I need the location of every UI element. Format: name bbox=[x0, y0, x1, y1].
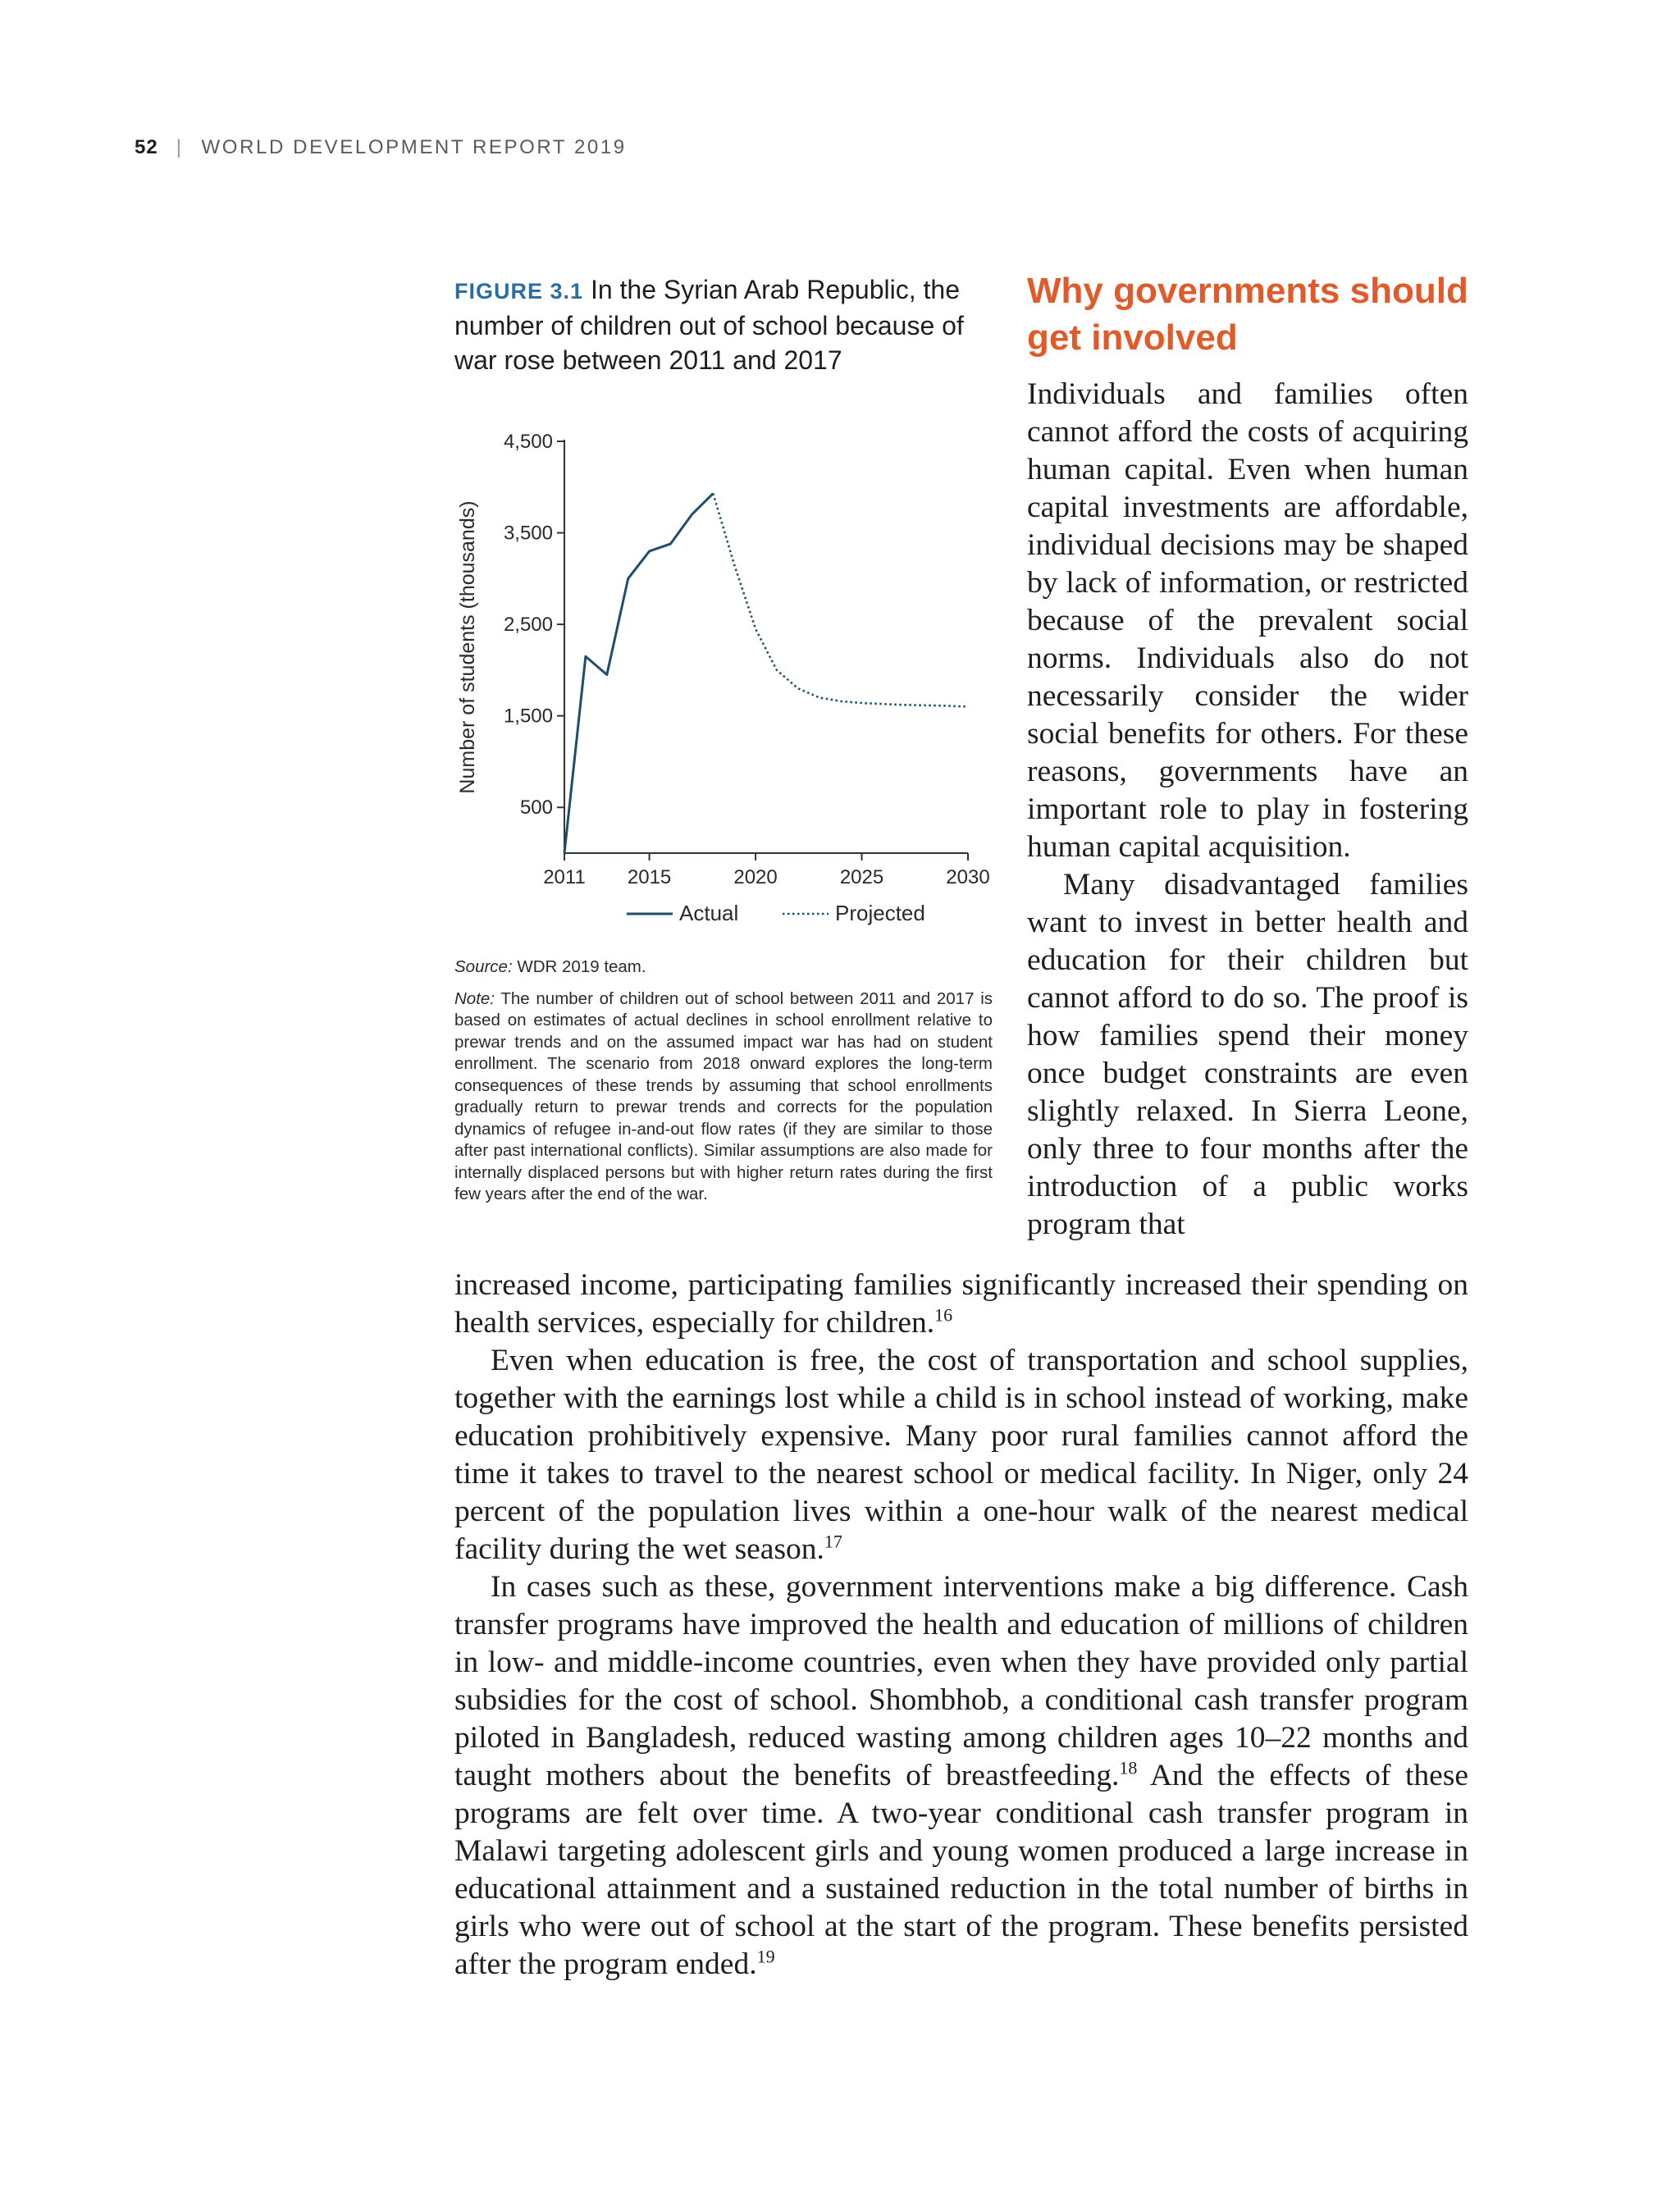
full-width-text bbox=[454, 1267, 1468, 1984]
note-label: Note: bbox=[454, 988, 495, 1008]
series-line-projected bbox=[713, 494, 968, 707]
running-header bbox=[135, 136, 627, 159]
paragraph-2-column: Many disadvantaged families want to invest in better health and education for their children but cannot afford to do so. The proof is how families spend their money once budget constraints are even slightly relaxed. In Sierra Leone, only three to four months after the introduction of a public works program that bbox=[1027, 868, 1468, 1241]
y-tick-label: 1,500 bbox=[503, 705, 553, 728]
figure-title-text: In the Syrian Arab Republic, the number of children out of school because of war rose between 2011 and 2017 bbox=[454, 275, 964, 375]
series-line-actual bbox=[564, 494, 713, 853]
y-tick-label: 4,500 bbox=[503, 431, 553, 453]
figure-caption bbox=[454, 272, 996, 377]
figure-title bbox=[454, 272, 996, 377]
figure-notes bbox=[454, 956, 993, 1216]
x-tick-label: 2020 bbox=[733, 866, 778, 888]
paragraph-2-continued-text: increased income, participating families significantly increased their spending on health services, especially for children. bbox=[454, 1268, 1468, 1340]
report-title: WORLD DEVELOPMENT REPORT 2019 bbox=[201, 136, 627, 158]
figure-source bbox=[454, 956, 993, 979]
source-label: Source: bbox=[454, 957, 513, 976]
x-tick-label: 2030 bbox=[946, 866, 990, 888]
x-tick-label: 2015 bbox=[627, 866, 672, 888]
source-text: WDR 2019 team. bbox=[517, 957, 646, 976]
x-tick-label: 2025 bbox=[839, 866, 884, 888]
legend-label-projected: Projected bbox=[835, 901, 925, 925]
paragraph-4-text-b: And the effects of these programs are felt over time. A two-year conditional cash transfer program in Malawi targeting adolescent girls and young women produced a large increase in educational attainment and a sustained reduction in the total number of births in girls who were out of school at the start of the program. These benefits persisted after the program ended. bbox=[454, 1759, 1468, 1981]
paragraph-1: Individuals and families often cannot afford the costs of acquiring human capital. Even when human capital investments are affordable, individual decisions may be shaped by lack of information, or restricted because of the prevalent social norms. Individuals also do not necessarily consider the wider social benefits for others. For these reasons, governments have an important role to play in fostering human capital acquisition. bbox=[1027, 377, 1468, 864]
line-chart bbox=[443, 414, 1017, 939]
section-heading: Why governments should get involved bbox=[1027, 271, 1468, 358]
y-tick-label: 3,500 bbox=[503, 522, 553, 545]
right-column-text bbox=[1027, 376, 1468, 1244]
footnote-ref-17: 17 bbox=[824, 1531, 842, 1552]
paragraph-3-text: Even when education is free, the cost of transportation and school supplies, together with the earnings lost while a child is in school instead of working, make education prohibitively expensive. Many poor rural families cannot afford the time it takes to travel to the nearest school or medical facility. In Niger, only 24 percent of the population lives within a one-hour walk of the nearest medical facility during the wet season. bbox=[454, 1344, 1468, 1566]
paragraph-2-continued bbox=[454, 1267, 1468, 1342]
legend-label-actual: Actual bbox=[679, 901, 739, 925]
x-tick-label: 2011 bbox=[543, 866, 586, 888]
y-tick-label: 2,500 bbox=[503, 614, 553, 637]
paragraph-4 bbox=[454, 1568, 1468, 1984]
footnote-ref-18: 18 bbox=[1119, 1757, 1138, 1778]
footnote-ref-16: 16 bbox=[934, 1304, 953, 1326]
y-axis-label: Number of students (thousands) bbox=[456, 500, 479, 794]
footnote-ref-19: 19 bbox=[756, 1946, 775, 1967]
note-text: The number of children out of school between 2011 and 2017 is based on estimates of actual declines in school enrollment relative to prewar trends and on the assumed impact war has had on student enrollment. The scenario from 2018 onward explores the long-term consequences of these trends by assuming that school enrollments gradually return to prewar trends and corrects for the population dynamics of refugee in-and-out flow rates (if they are similar to those after past international conflicts). Similar assumptions are also made for internally displaced persons but with higher return rates during the first few years after the end of the war. bbox=[454, 988, 993, 1203]
figure-note bbox=[454, 988, 993, 1206]
y-tick-label: 500 bbox=[519, 797, 553, 819]
paragraph-3 bbox=[454, 1342, 1468, 1568]
figure-label: FIGURE 3.1 bbox=[454, 279, 584, 304]
paragraph-4-text-a: In cases such as these, government interventions make a big difference. Cash transfer programs have improved the health and education of millions of children in low- and middle-income countries, even when they have provided only partial subsidies for the cost of school. Shombhob, a conditional cash transfer program piloted in Bangladesh, reduced wasting among children ages 10–22 months and taught mothers about the benefits of breastfeeding. bbox=[454, 1570, 1468, 1792]
header-separator: | bbox=[176, 136, 184, 158]
page-number: 52 bbox=[135, 136, 158, 158]
